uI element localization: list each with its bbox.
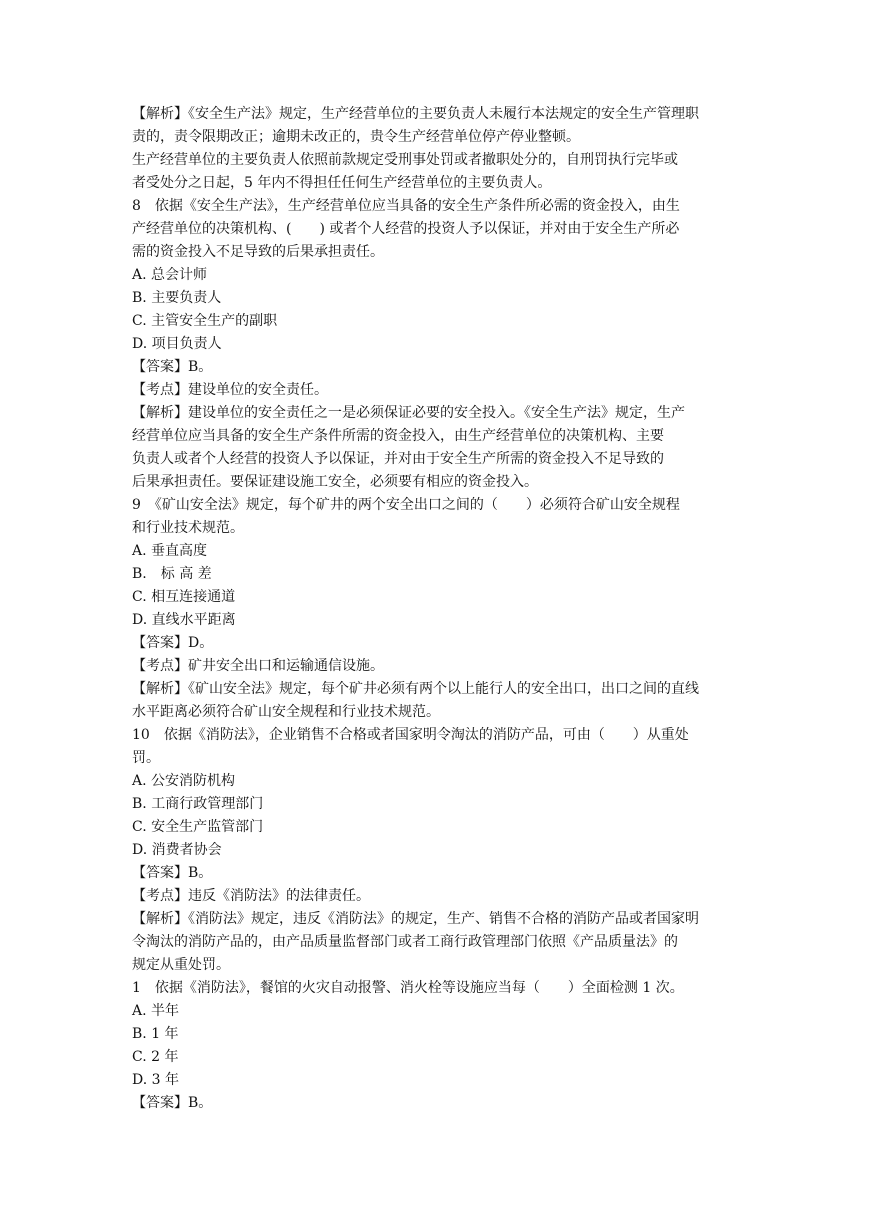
text-line: 【答案】D。 (132, 635, 214, 651)
text-line: A. 半年 (132, 1003, 180, 1019)
document-body (132, 103, 737, 1115)
text-line: 经营单位应当具备的安全生产条件所需的资金投入，由生产经营单位的决策机构、主要 (132, 428, 664, 444)
text-line: D. 3 年 (132, 1072, 179, 1088)
text-line: D. 项目负责人 (132, 336, 222, 352)
text-line: 【解析】《矿山安全法》规定，每个矿井必须有两个以上能行人的安全出口，出口之间的直线 (132, 681, 699, 697)
text-line: 和行业技术规范。 (132, 520, 244, 536)
text-line: A. 垂直高度 (132, 543, 208, 559)
text-line: C. 相互连接通道 (132, 589, 236, 605)
text-line: 【考点】建设单位的安全责任。 (132, 382, 328, 398)
text-line: 水平距离必须符合矿山安全规程和行业技术规范。 (132, 704, 440, 720)
text-line: B. 1 年 (132, 1026, 179, 1042)
text-line: 【解析】《消防法》规定，违反《消防法》的规定，生产、销售不合格的消防产品或者国家明 (132, 911, 699, 927)
text-line: D. 消费者协会 (132, 842, 222, 858)
text-line: C. 2 年 (132, 1049, 179, 1065)
text-line: B. 标 高 差 (132, 566, 212, 582)
text-line: 【答案】B。 (132, 865, 213, 881)
text-line: 【考点】矿井安全出口和运输通信设施。 (132, 658, 384, 674)
text-line: 需的资金投入不足导致的后果承担责任。 (132, 244, 384, 260)
text-line: 【答案】B。 (132, 1095, 213, 1111)
text-line: 负责人或者个人经营的投资人予以保证，并对由于安全生产所需的资金投入不足导致的 (132, 451, 664, 467)
text-line: D. 直线水平距离 (132, 612, 236, 628)
text-line: 令淘汰的消防产品的，由产品质量监督部门或者工商行政管理部门依照《产品质量法》的 (132, 934, 678, 950)
text-line: 【考点】违反《消防法》的法律责任。 (132, 888, 370, 904)
text-line: 8 依据《安全生产法》，生产经营单位应当具备的安全生产条件所必需的资金投入，由生 (132, 198, 680, 214)
text-line: B. 工商行政管理部门 (132, 796, 264, 812)
text-line: 责的，责令限期改正；逾期未改正的，贵令生产经营单位停产停业整顿。 (132, 129, 580, 145)
text-line: A. 公安消防机构 (132, 773, 236, 789)
text-line: 生产经营单位的主要负责人依照前款规定受刑事处罚或者撤职处分的，自刑罚执行完毕或 (132, 152, 678, 168)
text-line: B. 主要负责人 (132, 290, 222, 306)
text-line: 后果承担责任。要保证建设施工安全，必须要有相应的资金投入。 (132, 474, 538, 490)
text-line: 9 《矿山安全法》规定，每个矿井的两个安全出口之间的（ ）必须符合矿山安全规程 (132, 497, 680, 513)
text-line: A. 总会计师 (132, 267, 208, 283)
text-line: 【答案】B。 (132, 359, 213, 375)
text-line: C. 主管安全生产的副职 (132, 313, 278, 329)
text-line: 者受处分之日起，5 年内不得担任任何生产经营单位的主要负责人。 (132, 175, 552, 191)
text-line: C. 安全生产监管部门 (132, 819, 264, 835)
text-line: 1 依据《消防法》，餐馆的火灾自动报警、消火栓等设施应当每（ ）全面检测 1 次。 (132, 980, 684, 996)
text-line: 【解析】建设单位的安全责任之一是必须保证必要的安全投入。《安全生产法》规定，生产 (132, 405, 685, 421)
text-line: 规定从重处罚。 (132, 957, 230, 973)
text-line: 10 依据《消防法》，企业销售不合格或者国家明令淘汰的消防产品，可由（ ）从重处 (132, 727, 689, 743)
text-line: 产经营单位的决策机构、( ) 或者个人经营的投资人予以保证，并对由于安全生产所必 (132, 221, 680, 237)
text-line: 【解析】《安全生产法》规定，生产经营单位的主要负责人未履行本法规定的安全生产管理职 (132, 106, 699, 122)
text-line: 罚。 (132, 750, 160, 766)
